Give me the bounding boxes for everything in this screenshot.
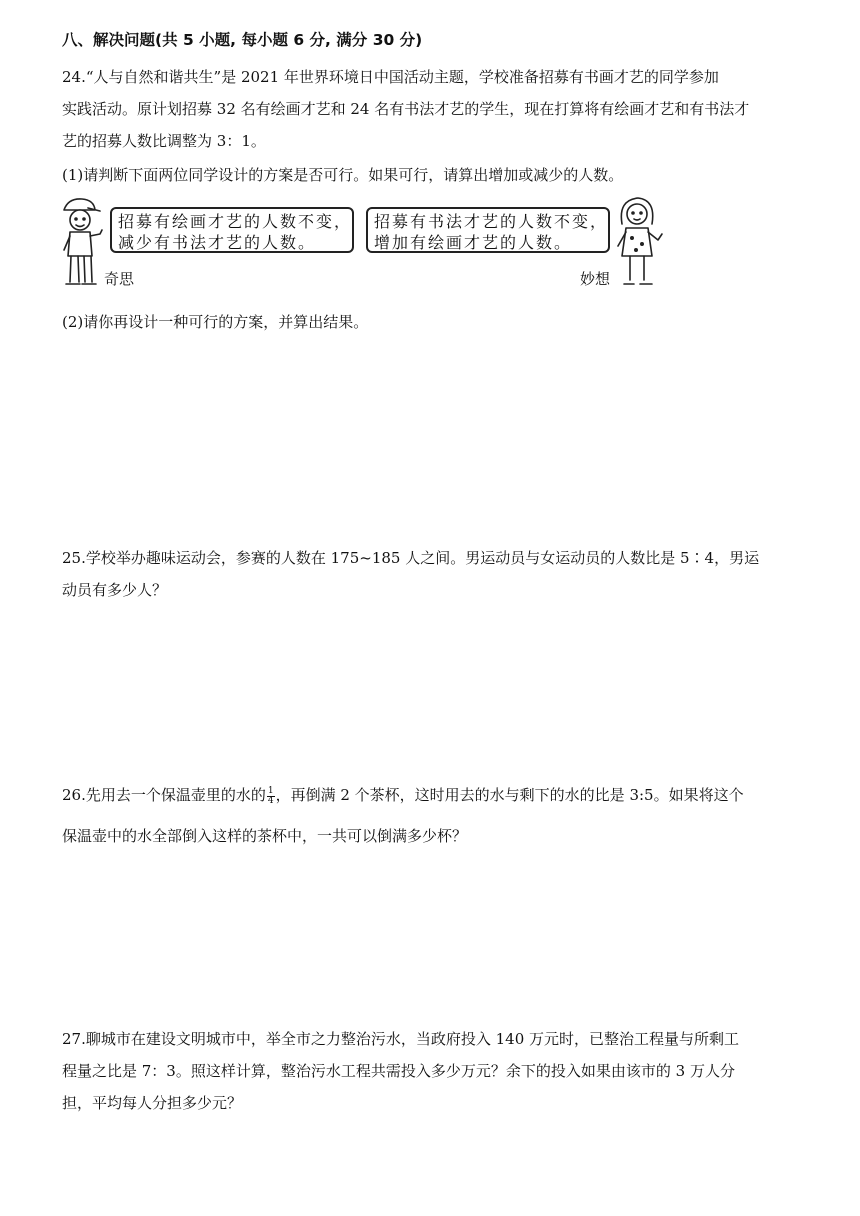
q24-line-2: 实践活动。原计划招募 32 名有绘画才艺和 24 名有书法才艺的学生，现在打算将有绘画才艺和有书法才 — [62, 100, 750, 118]
left-student-name: 奇思 — [104, 270, 135, 288]
q24-part-2: (2)请你再设计一种可行的方案，并算出结果。 — [62, 313, 369, 331]
left-bubble-line-2: 减少有书法才艺的人数。 — [118, 233, 317, 252]
right-speech-bubble — [366, 207, 610, 253]
section-title: 八、解决问题(共 5 小题, 每小题 6 分, 满分 30 分) — [62, 31, 423, 49]
q25-line-1: 25.学校举办趣味运动会，参赛的人数在 175~185 人之间。男运动员与女运动员的人数比是 5∶4，男运 — [62, 549, 760, 567]
q24-line-1: 24.“人与自然和谐共生”是 2021 年世界环境日中国活动主题，学校准备招募有书画才艺的同学参加 — [62, 68, 719, 86]
fraction-one-quarter — [267, 787, 275, 806]
q26-line-2: 保温壶中的水全部倒入这样的茶杯中，一共可以倒满多少杯？ — [62, 827, 468, 845]
left-speech-bubble — [110, 207, 354, 253]
right-bubble-line-2: 增加有绘画才艺的人数。 — [374, 233, 573, 252]
q26-line-1 — [62, 785, 744, 806]
q26-text-before-fraction: 26.先用去一个保温壶里的水的 — [62, 786, 266, 804]
right-bubble-line-1: 招募有书法才艺的人数不变， — [374, 212, 609, 231]
fraction-numerator: 1 — [267, 785, 274, 796]
q27-line-1: 27.聊城市在建设文明城市中，举全市之力整治污水，当政府投入 140 万元时，已整治工程量与所剩工 — [62, 1030, 740, 1048]
q25-line-2: 动员有多少人？ — [62, 581, 168, 599]
right-student-name: 妙想 — [580, 270, 611, 288]
boy-figure-icon — [58, 196, 104, 292]
q27-line-2: 程量之比是 7：3。照这样计算，整治污水工程共需投入多少万元？余下的投入如果由该市的 3 万人分 — [62, 1062, 735, 1080]
q27-line-3: 担，平均每人分担多少元？ — [62, 1094, 243, 1112]
q26-text-after-fraction: ，再倒满 2 个茶杯，这时用去的水与剩下的水的比是 3:5。如果将这个 — [275, 786, 744, 804]
q24-line-3: 艺的招募人数比调整为 3：1。 — [62, 132, 266, 150]
q24-part-1: (1)请判断下面两位同学设计的方案是否可行。如果可行，请算出增加或减少的人数。 — [62, 166, 624, 184]
girl-figure-icon — [612, 194, 664, 292]
fraction-denominator: 4 — [267, 795, 274, 806]
left-bubble-line-1: 招募有绘画才艺的人数不变， — [118, 212, 353, 231]
